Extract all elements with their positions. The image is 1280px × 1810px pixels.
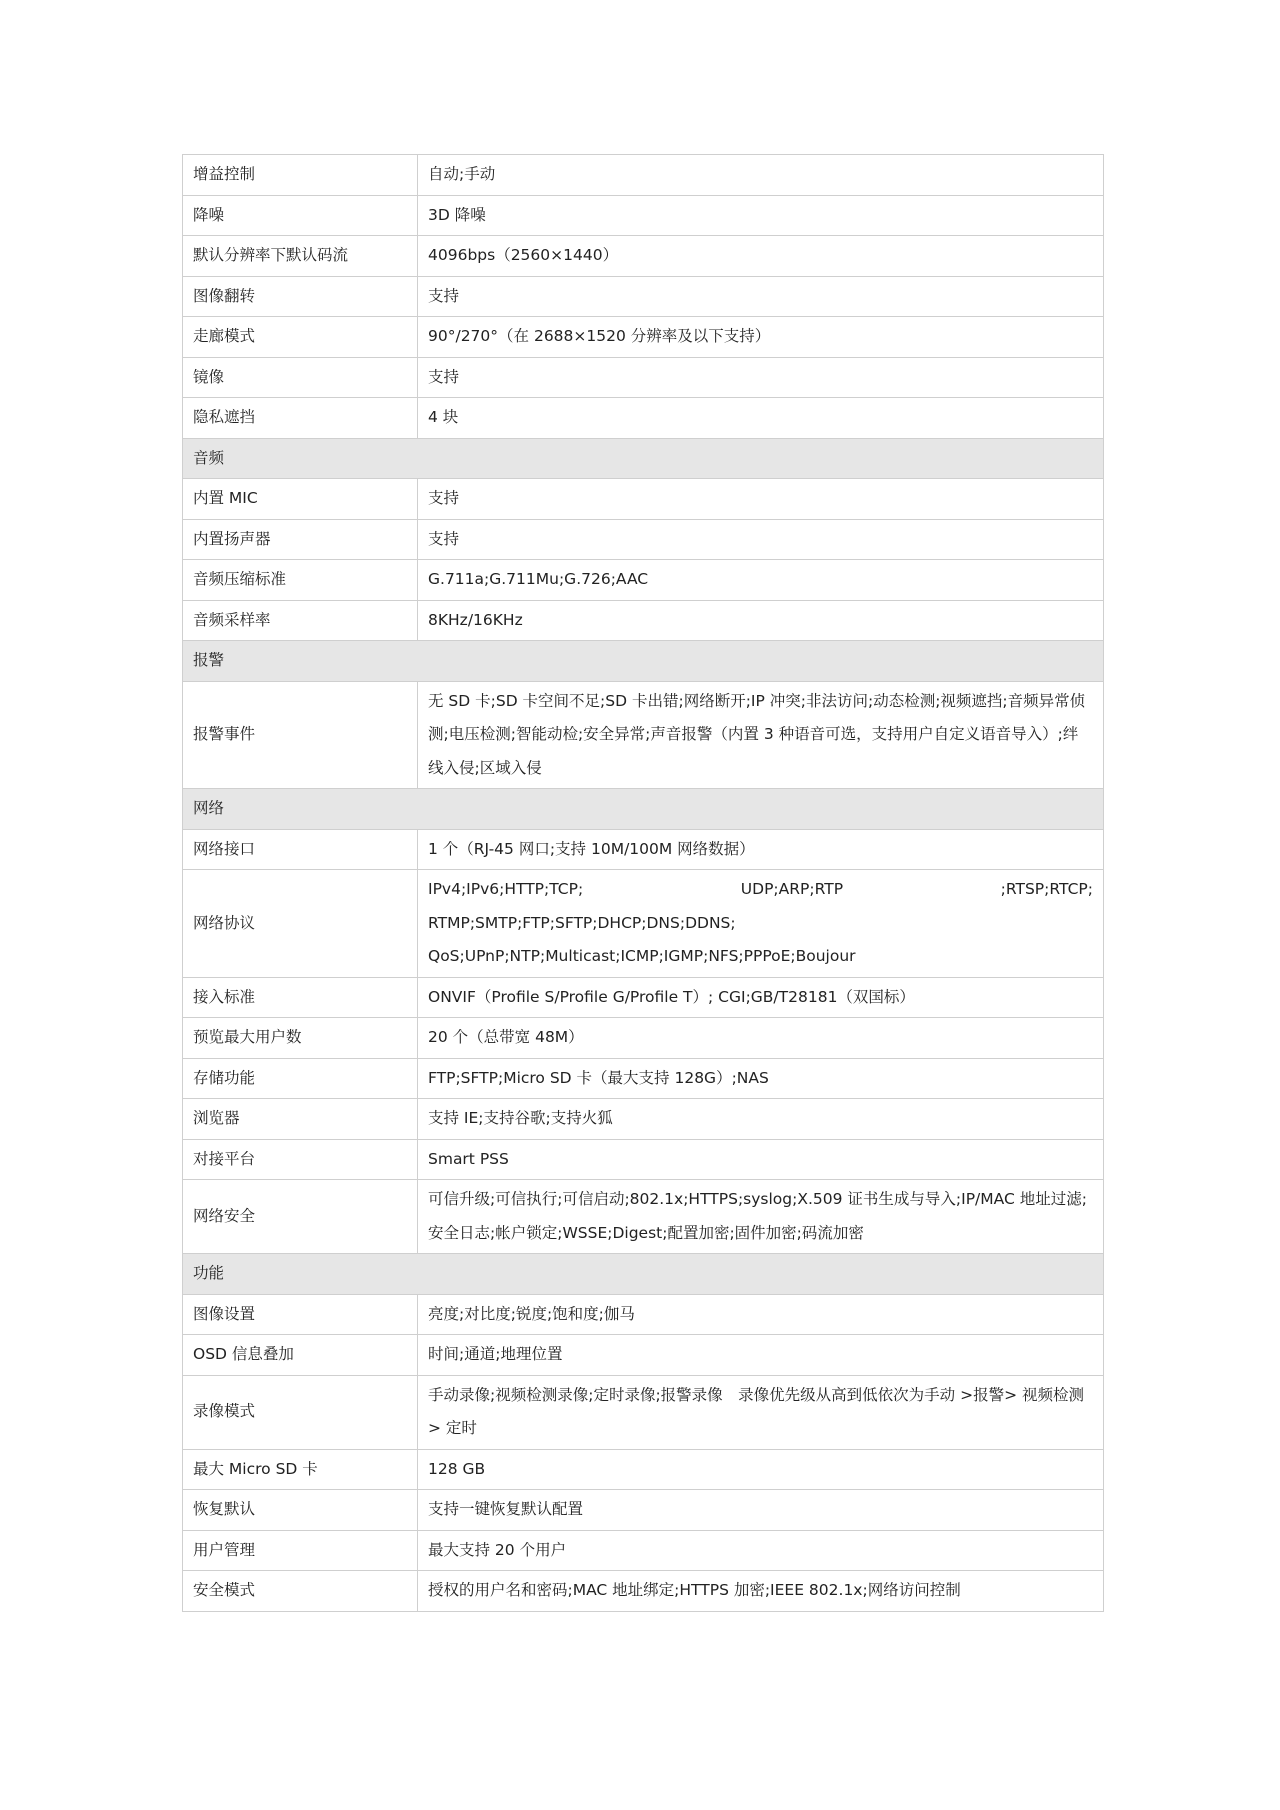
spec-row xyxy=(183,1571,1104,1612)
section-title: 网络 xyxy=(183,789,1104,830)
spec-row xyxy=(183,1099,1104,1140)
spec-label: 报警事件 xyxy=(183,681,418,789)
spec-row xyxy=(183,1490,1104,1531)
spec-row xyxy=(183,317,1104,358)
spec-value-line xyxy=(428,873,1093,907)
spec-label: 用户管理 xyxy=(183,1530,418,1571)
section-header-row xyxy=(183,438,1104,479)
spec-label: 存储功能 xyxy=(183,1058,418,1099)
spec-value: 无 SD 卡;SD 卡空间不足;SD 卡出错;网络断开;IP 冲突;非法访问;动态检测;视频遮挡;音频异常侦测;电压检测;智能动检;安全异常;声音报警（内置 3 种语音可选，支持用户自定义语音导入）;绊线入侵;区域入侵 xyxy=(418,681,1104,789)
spec-label: 图像设置 xyxy=(183,1294,418,1335)
spec-value-part: ;RTSP;RTCP; xyxy=(1000,880,1093,898)
spec-label: 接入标准 xyxy=(183,977,418,1018)
spec-row xyxy=(183,398,1104,439)
spec-row xyxy=(183,600,1104,641)
spec-row xyxy=(183,1139,1104,1180)
spec-row xyxy=(183,560,1104,601)
spec-row xyxy=(183,1530,1104,1571)
spec-row xyxy=(183,829,1104,870)
spec-label: 预览最大用户数 xyxy=(183,1018,418,1059)
spec-value: 亮度;对比度;锐度;饱和度;伽马 xyxy=(418,1294,1104,1335)
spec-row xyxy=(183,276,1104,317)
spec-value: 1 个（RJ-45 网口;支持 10M/100M 网络数据） xyxy=(418,829,1104,870)
spec-value-part: UDP;ARP;RTP xyxy=(740,880,844,898)
spec-row xyxy=(183,1018,1104,1059)
spec-row xyxy=(183,155,1104,196)
spec-label: 浏览器 xyxy=(183,1099,418,1140)
section-header-row xyxy=(183,789,1104,830)
spec-value: G.711a;G.711Mu;G.726;AAC xyxy=(418,560,1104,601)
spec-value: 授权的用户名和密码;MAC 地址绑定;HTTPS 加密;IEEE 802.1x;网络访问控制 xyxy=(418,1571,1104,1612)
spec-label: 最大 Micro SD 卡 xyxy=(183,1449,418,1490)
spec-row xyxy=(183,519,1104,560)
spec-label: 走廊模式 xyxy=(183,317,418,358)
section-header-row xyxy=(183,1254,1104,1295)
spec-value: 20 个（总带宽 48M） xyxy=(418,1018,1104,1059)
spec-value: 时间;通道;地理位置 xyxy=(418,1335,1104,1376)
spec-row xyxy=(183,1058,1104,1099)
spec-label: 内置扬声器 xyxy=(183,519,418,560)
spec-row xyxy=(183,1335,1104,1376)
spec-label: 默认分辨率下默认码流 xyxy=(183,236,418,277)
spec-label: 降噪 xyxy=(183,195,418,236)
spec-value: 支持 xyxy=(418,519,1104,560)
spec-value: 3D 降噪 xyxy=(418,195,1104,236)
spec-label: 内置 MIC xyxy=(183,479,418,520)
spec-value: Smart PSS xyxy=(418,1139,1104,1180)
spec-row xyxy=(183,195,1104,236)
section-title: 音频 xyxy=(183,438,1104,479)
spec-value-line: RTMP;SMTP;FTP;SFTP;DHCP;DNS;DDNS; xyxy=(428,913,736,932)
spec-value: 8KHz/16KHz xyxy=(418,600,1104,641)
spec-table xyxy=(182,154,1104,1612)
spec-label: 增益控制 xyxy=(183,155,418,196)
spec-label: 网络安全 xyxy=(183,1180,418,1254)
spec-row xyxy=(183,357,1104,398)
spec-label: 音频压缩标准 xyxy=(183,560,418,601)
spec-row xyxy=(183,1375,1104,1449)
section-title: 报警 xyxy=(183,641,1104,682)
spec-value: 90°/270°（在 2688×1520 分辨率及以下支持） xyxy=(418,317,1104,358)
spec-row xyxy=(183,870,1104,978)
spec-value xyxy=(418,870,1104,978)
spec-value: 自动;手动 xyxy=(418,155,1104,196)
spec-row xyxy=(183,1294,1104,1335)
spec-value: 手动录像;视频检测录像;定时录像;报警录像 录像优先级从高到低依次为手动 >报警> 视频检测 > 定时 xyxy=(418,1375,1104,1449)
spec-row xyxy=(183,1180,1104,1254)
spec-value: 4096bps（2560×1440） xyxy=(418,236,1104,277)
spec-label: 对接平台 xyxy=(183,1139,418,1180)
spec-label: 音频采样率 xyxy=(183,600,418,641)
spec-row xyxy=(183,236,1104,277)
spec-row xyxy=(183,479,1104,520)
spec-row xyxy=(183,977,1104,1018)
spec-value: 最大支持 20 个用户 xyxy=(418,1530,1104,1571)
spec-label: 镜像 xyxy=(183,357,418,398)
spec-label: 网络协议 xyxy=(183,870,418,978)
spec-value-line: QoS;UPnP;NTP;Multicast;ICMP;IGMP;NFS;PPPoE;Boujour xyxy=(428,947,856,965)
spec-value: 128 GB xyxy=(418,1449,1104,1490)
spec-value: 支持一键恢复默认配置 xyxy=(418,1490,1104,1531)
spec-value: 支持 xyxy=(418,357,1104,398)
spec-row xyxy=(183,1449,1104,1490)
spec-label: OSD 信息叠加 xyxy=(183,1335,418,1376)
spec-label: 录像模式 xyxy=(183,1375,418,1449)
spec-value: 支持 xyxy=(418,276,1104,317)
spec-value: ONVIF（Profile S/Profile G/Profile T）; CGI;GB/T28181（双国标） xyxy=(418,977,1104,1018)
spec-value-part: IPv4;IPv6;HTTP;TCP; xyxy=(428,880,584,898)
spec-row xyxy=(183,681,1104,789)
spec-label: 隐私遮挡 xyxy=(183,398,418,439)
spec-value: 支持 xyxy=(418,479,1104,520)
spec-label: 安全模式 xyxy=(183,1571,418,1612)
spec-label: 图像翻转 xyxy=(183,276,418,317)
spec-label: 网络接口 xyxy=(183,829,418,870)
spec-label: 恢复默认 xyxy=(183,1490,418,1531)
spec-value: 4 块 xyxy=(418,398,1104,439)
section-header-row xyxy=(183,641,1104,682)
spec-value: FTP;SFTP;Micro SD 卡（最大支持 128G）;NAS xyxy=(418,1058,1104,1099)
spec-value: 可信升级;可信执行;可信启动;802.1x;HTTPS;syslog;X.509 证书生成与导入;IP/MAC 地址过滤;安全日志;帐户锁定;WSSE;Digest;配置加密;固件加密;码流加密 xyxy=(418,1180,1104,1254)
section-title: 功能 xyxy=(183,1254,1104,1295)
spec-value: 支持 IE;支持谷歌;支持火狐 xyxy=(418,1099,1104,1140)
